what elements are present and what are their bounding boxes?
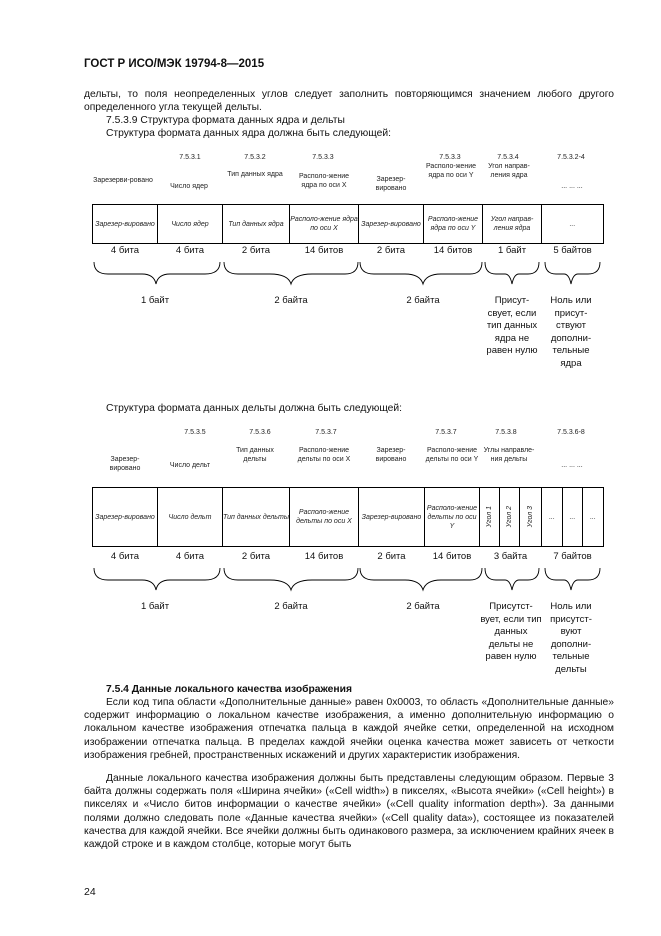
core-bits: 14 битов (304, 245, 344, 256)
core-bits: 2 бита (241, 245, 271, 256)
delta-label-reserved2: Зарезер-вировано (375, 447, 407, 463)
core-label-angle: Угол направ-ления ядра (488, 163, 530, 179)
delta-ref: 7.5.3.6-8 (557, 429, 585, 436)
core-ref: 7.5.3.1 (179, 154, 201, 161)
delta-intro: Структура формата данных дельты должна быть следующей: (106, 403, 403, 414)
delta-cell-count: Число дельт (157, 487, 223, 547)
delta-cell-dots1: ... (541, 487, 563, 547)
intro-paragraph: дельты, то поля неопределенных углов следует заполнить повторяющимся значением любого другого определенного угла текущей дельты. (84, 89, 614, 114)
delta-label-x: Располо-жение дельты по оси X (297, 447, 351, 463)
core-brace-5 (545, 262, 600, 284)
delta-cell-angle2 (499, 487, 520, 547)
delta-brace-2 (224, 568, 358, 590)
core-label-more: ... ... ... (561, 183, 583, 190)
delta-cell-reserved: Зарезер-вировано (92, 487, 158, 547)
delta-group-2bytes: 2 байта (274, 601, 308, 612)
core-ref: 7.5.3.3 (439, 154, 461, 161)
delta-brace-4 (485, 568, 539, 590)
delta-ref: 7.5.3.5 (184, 429, 206, 436)
delta-group-present: Присутст-вует, если тип данных дельты не равен нулю (480, 601, 542, 662)
delta-cell-dots3: ... (582, 487, 604, 547)
delta-label-y: Располо-жение дельты по оси Y (425, 447, 479, 463)
core-bits: 2 бита (376, 245, 406, 256)
angle-3-label: Угол 3 (527, 506, 534, 528)
core-cell-more: ... (541, 204, 604, 244)
delta-bits: 7 байтов (553, 551, 592, 562)
core-label-y: Располо-жение ядра по оси Y (426, 163, 476, 179)
core-group-2bytes-b: 2 байта (406, 295, 440, 306)
delta-group-1byte: 1 байт (140, 601, 170, 612)
delta-bits: 3 байта (493, 551, 528, 562)
paragraph-local-quality-1: Если код типа области «Дополнительные данные» равен 0x0003, то область «Дополнительные данные» содержит информацию о локальном качестве изображения, а именно дополнительную информацию о локальном качестве изображения отпечатка пальца в каждой ячейке сетки, определенной на исходном изображении отпечатка пальца. В пределах каждой ячейки оценка качества может зависеть от четкости изображения гребней, пространственных искажений и других характеристик изображения. (84, 697, 614, 761)
core-cell-reserved: Зарезер-вировано (92, 204, 158, 244)
core-label-count: Число ядер (170, 183, 208, 190)
delta-label-count: Число дельт (169, 462, 211, 469)
delta-label-type: Тип данных дельты (236, 447, 274, 463)
core-label-type: Тип данных ядра (227, 171, 283, 178)
delta-cell-angle1 (479, 487, 500, 547)
delta-group-2bytes-b: 2 байта (406, 601, 440, 612)
core-bits: 5 байтов (553, 245, 592, 256)
core-cell-type: Тип данных ядра (222, 204, 290, 244)
delta-ref: 7.5.3.6 (249, 429, 271, 436)
core-brace-2 (224, 262, 358, 284)
delta-brace-3 (360, 568, 482, 590)
core-label-reserved: Зарезерви-рованo (93, 177, 153, 184)
core-ref: 7.5.3.3 (312, 154, 334, 161)
delta-group-more: Ноль или присутст-вуют дополни-тельные дельты (550, 601, 592, 675)
core-bits: 4 бита (110, 245, 140, 256)
core-brace-4 (485, 262, 539, 284)
delta-brace-5 (545, 568, 600, 590)
core-group-1byte: 1 байт (140, 295, 170, 306)
core-cell-count: Число ядер (157, 204, 223, 244)
page-number: 24 (84, 886, 96, 898)
delta-cell-y: Располо-жение дельты по оси Y (424, 487, 480, 547)
document-header: ГОСТ Р ИСО/МЭК 19794-8—2015 (84, 58, 265, 70)
delta-label-angles: Углы направле-ния дельты (483, 447, 535, 463)
delta-ref: 7.5.3.7 (315, 429, 337, 436)
delta-bits: 14 битов (432, 551, 472, 562)
core-brace-1 (94, 262, 220, 284)
core-ref: 7.5.3.2 (244, 154, 266, 161)
core-ref: 7.5.3.2-4 (557, 154, 585, 161)
core-label-x: Располо-жение ядра по оси X (299, 173, 349, 189)
core-group-more: Ноль или присут-ствуют дополни-тельные ядра (550, 295, 592, 369)
core-brace-3 (360, 262, 482, 284)
core-intro: Структура формата данных ядра должна быть следующей: (106, 128, 391, 139)
delta-bits: 2 бита (377, 551, 406, 562)
delta-ref: 7.5.3.7 (435, 429, 457, 436)
core-bits: 14 битов (433, 245, 473, 256)
delta-label-more: ... ... ... (561, 462, 583, 469)
core-cell-reserved2: Зарезер-вировано (358, 204, 424, 244)
core-group-2bytes: 2 байта (274, 295, 308, 306)
core-ref: 7.5.3.4 (497, 154, 519, 161)
delta-cell-x: Располо-жение дельты по оси X (289, 487, 359, 547)
delta-ref: 7.5.3.8 (495, 429, 517, 436)
core-cell-y: Располо-жение ядра по оси Y (423, 204, 483, 244)
section-heading-7539: 7.5.3.9 Структура формата данных ядра и дельты (106, 115, 345, 126)
delta-cell-dots2: ... (562, 487, 583, 547)
core-bits: 4 бита (175, 245, 205, 256)
delta-bits: 2 бита (241, 551, 271, 562)
delta-cell-type: Тип данных дельты (222, 487, 290, 547)
delta-brace-1 (94, 568, 220, 590)
delta-bits: 14 битов (304, 551, 344, 562)
core-label-reserved2: Зарезер-вировано (375, 176, 407, 192)
delta-label-reserved: Зарезер-вировано (109, 456, 141, 472)
core-group-present: Присут-свует, если тип данных ядра не равен нулю (486, 295, 538, 356)
angle-1-label: Угол 1 (486, 506, 493, 528)
core-cell-angle: Угол направ-ления ядра (482, 204, 542, 244)
angle-2-label: Угол 2 (506, 506, 513, 528)
core-cell-x: Располо-жение ядра по оси X (289, 204, 359, 244)
delta-bits: 4 бита (175, 551, 205, 562)
delta-bits: 4 бита (110, 551, 140, 562)
delta-cell-reserved2: Зарезер-вировано (358, 487, 425, 547)
core-bits: 1 байт (497, 245, 527, 256)
delta-cell-angle3 (519, 487, 542, 547)
paragraph-local-quality-2: Данные локального качества изображения должны быть представлены следующим образом. Первые 3 байта должны содержать поля «Ширина ячейки» («Cell width») в пикселях, «Высота ячейки» («Cell height») в пикселях и «Число битов информации о качестве ячейки» («Cell quality information depth»). За данными полями должно следовать поле «Данные качества ячейки» («Cell quality data»), состоящее из показателей качества для каждой ячейки. Все ячейки должны быть одинакового размера, за исключением крайних ячеек в каждой строке и в каждом столбце, которые могут быть (84, 773, 614, 851)
section-heading-754: 7.5.4 Данные локального качества изображения (106, 684, 352, 695)
